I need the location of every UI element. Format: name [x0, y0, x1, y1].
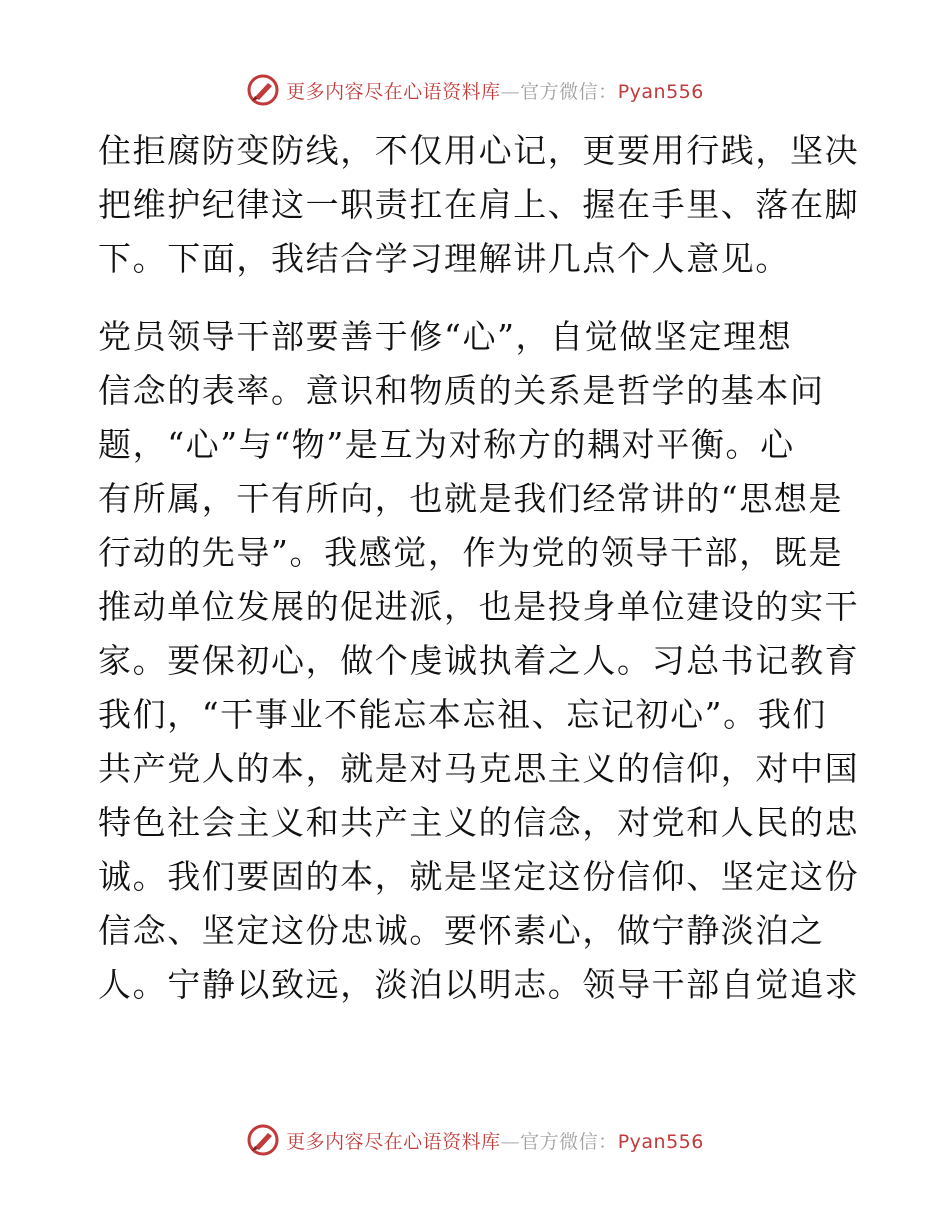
- footer-separator: —: [500, 1130, 521, 1153]
- footer-wechat-id: Pyan556: [617, 1130, 704, 1153]
- text-line: 共产党人的本，就是对马克思主义的信仰，对中国: [98, 749, 860, 788]
- paragraph-2: [98, 310, 858, 1012]
- footer-text: [286, 1127, 704, 1154]
- footer-brand: 更多内容尽在心语资料库: [286, 1130, 501, 1153]
- header-wechat-label: 官方微信：: [520, 80, 618, 103]
- brand-logo-icon: [246, 1123, 280, 1157]
- text-line: 我们，“干事业不能忘本忘祖、忘记初心”。我们: [98, 695, 827, 734]
- text-line: 家。要保初心，做个虔诚执着之人。习总书记教育: [98, 641, 860, 680]
- header-separator: —: [500, 80, 521, 103]
- text-line: 信念、坚定这份忠诚。要怀素心，做宁静淡泊之: [98, 911, 825, 950]
- text-line: 把维护纪律这一职责扛在肩上、握在手里、落在脚: [98, 185, 860, 224]
- text-line: 题，“心”与“物”是互为对称方的耦对平衡。心: [98, 425, 795, 464]
- header-banner: [0, 70, 950, 110]
- text-line: 下。下面，我结合学习理解讲几点个人意见。: [98, 239, 790, 278]
- footer-banner: [0, 1120, 950, 1160]
- text-line: 有所属，干有所向，也就是我们经常讲的“思想是: [98, 479, 844, 518]
- document-body: [98, 124, 858, 1012]
- text-line: 特色社会主义和共产主义的信念，对党和人民的忠: [98, 803, 860, 842]
- header-brand: 更多内容尽在心语资料库: [286, 80, 501, 103]
- header-text: [286, 77, 704, 104]
- footer-wechat-label: 官方微信：: [520, 1130, 618, 1153]
- text-line: 推动单位发展的促进派，也是投身单位建设的实干: [98, 587, 860, 626]
- paragraph-gap: [98, 286, 858, 310]
- text-line: 党员领导干部要善于修“心”，自觉做坚定理想: [98, 317, 793, 356]
- text-line: 人。宁静以致远，淡泊以明志。领导干部自觉追求: [98, 965, 860, 1004]
- text-line: 信念的表率。意识和物质的关系是哲学的基本问: [98, 371, 825, 410]
- paragraph-1: [98, 124, 858, 286]
- text-line: 住拒腐防变防线，不仅用心记，更要用行践，坚决: [98, 131, 860, 170]
- header-wechat-id: Pyan556: [617, 80, 704, 103]
- text-line: 行动的先导”。我感觉，作为党的领导干部，既是: [98, 533, 844, 572]
- brand-logo-icon: [246, 73, 280, 107]
- text-line: 诚。我们要固的本，就是坚定这份信仰、坚定这份: [98, 857, 860, 896]
